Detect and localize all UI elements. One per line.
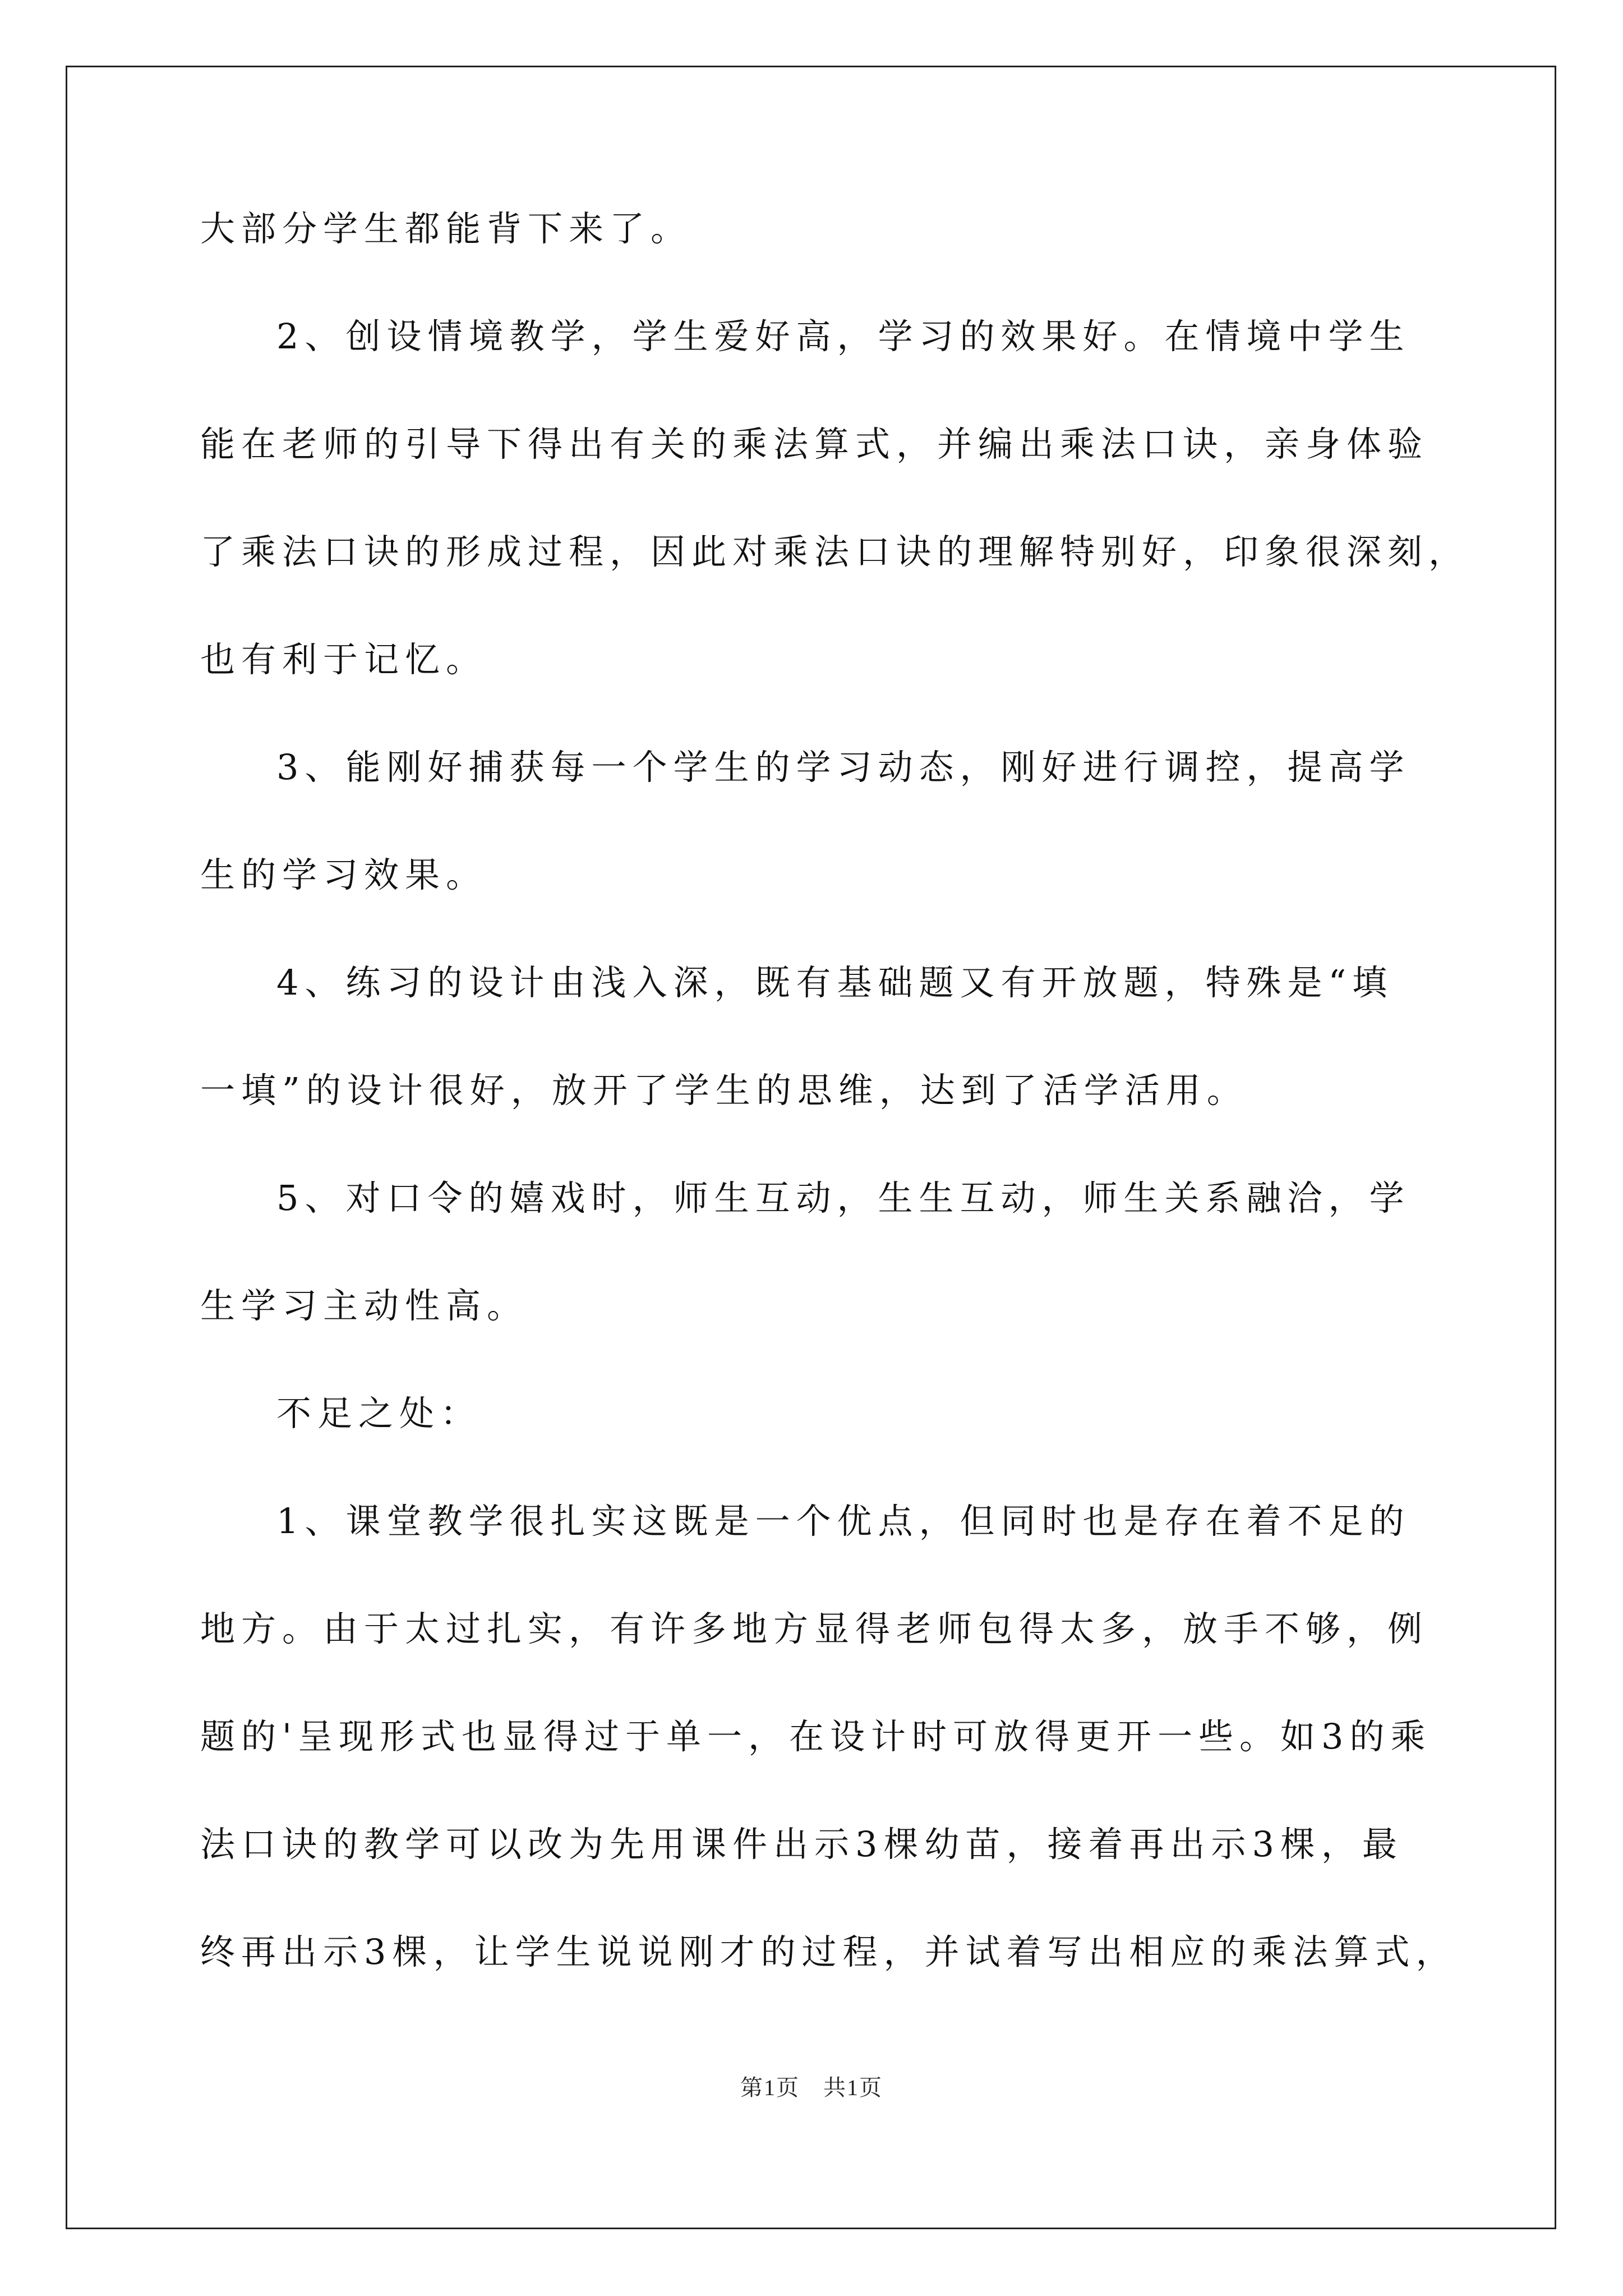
body-line: 生学习主动性高。 bbox=[200, 1285, 528, 1326]
body-line: 能在老师的引导下得出有关的乘法算式，并编出乘法口诀，亲身体验 bbox=[200, 424, 1429, 464]
body-line: 终再出示3棵，让学生说说刚才的过程，并试着写出相应的乘法算式， bbox=[200, 1931, 1457, 1972]
body-line: 法口诀的教学可以改为先用课件出示3棵幼苗，接着再出示3棵，最 bbox=[200, 1824, 1403, 1865]
body-line: 2、创设情境教学，学生爱好高，学习的效果好。在情境中学生 bbox=[276, 316, 1410, 357]
page-border bbox=[66, 66, 1556, 2229]
body-line: 题的'呈现形式也显得过于单一，在设计时可放得更开一些。如3的乘 bbox=[200, 1716, 1432, 1757]
body-line: 地方。由于太过扎实，有许多地方显得老师包得太多，放手不够，例 bbox=[200, 1608, 1429, 1649]
body-line: 大部分学生都能背下来了。 bbox=[200, 208, 692, 249]
body-line: 了乘法口诀的形成过程，因此对乘法口诀的理解特别好，印象很深刻， bbox=[200, 531, 1470, 572]
body-line: 3、能刚好捕获每一个学生的学习动态，刚好进行调控，提高学 bbox=[276, 747, 1410, 788]
page-footer: 第1页 共1页 bbox=[740, 2075, 883, 2100]
section-heading: 不足之处： bbox=[276, 1393, 482, 1434]
body-line: 5、对口令的嬉戏时，师生互动，生生互动，师生关系融洽，学 bbox=[276, 1177, 1410, 1218]
body-line: 生的学习效果。 bbox=[200, 854, 487, 895]
body-line: 也有利于记忆。 bbox=[200, 639, 487, 680]
body-line: 4、练习的设计由浅入深，既有基础题又有开放题，特殊是“填 bbox=[276, 962, 1394, 1003]
body-line: 1、课堂教学很扎实这既是一个优点，但同时也是存在着不足的 bbox=[276, 1501, 1410, 1542]
body-line: 一填”的设计很好，放开了学生的思维，达到了活学活用。 bbox=[200, 1070, 1248, 1111]
